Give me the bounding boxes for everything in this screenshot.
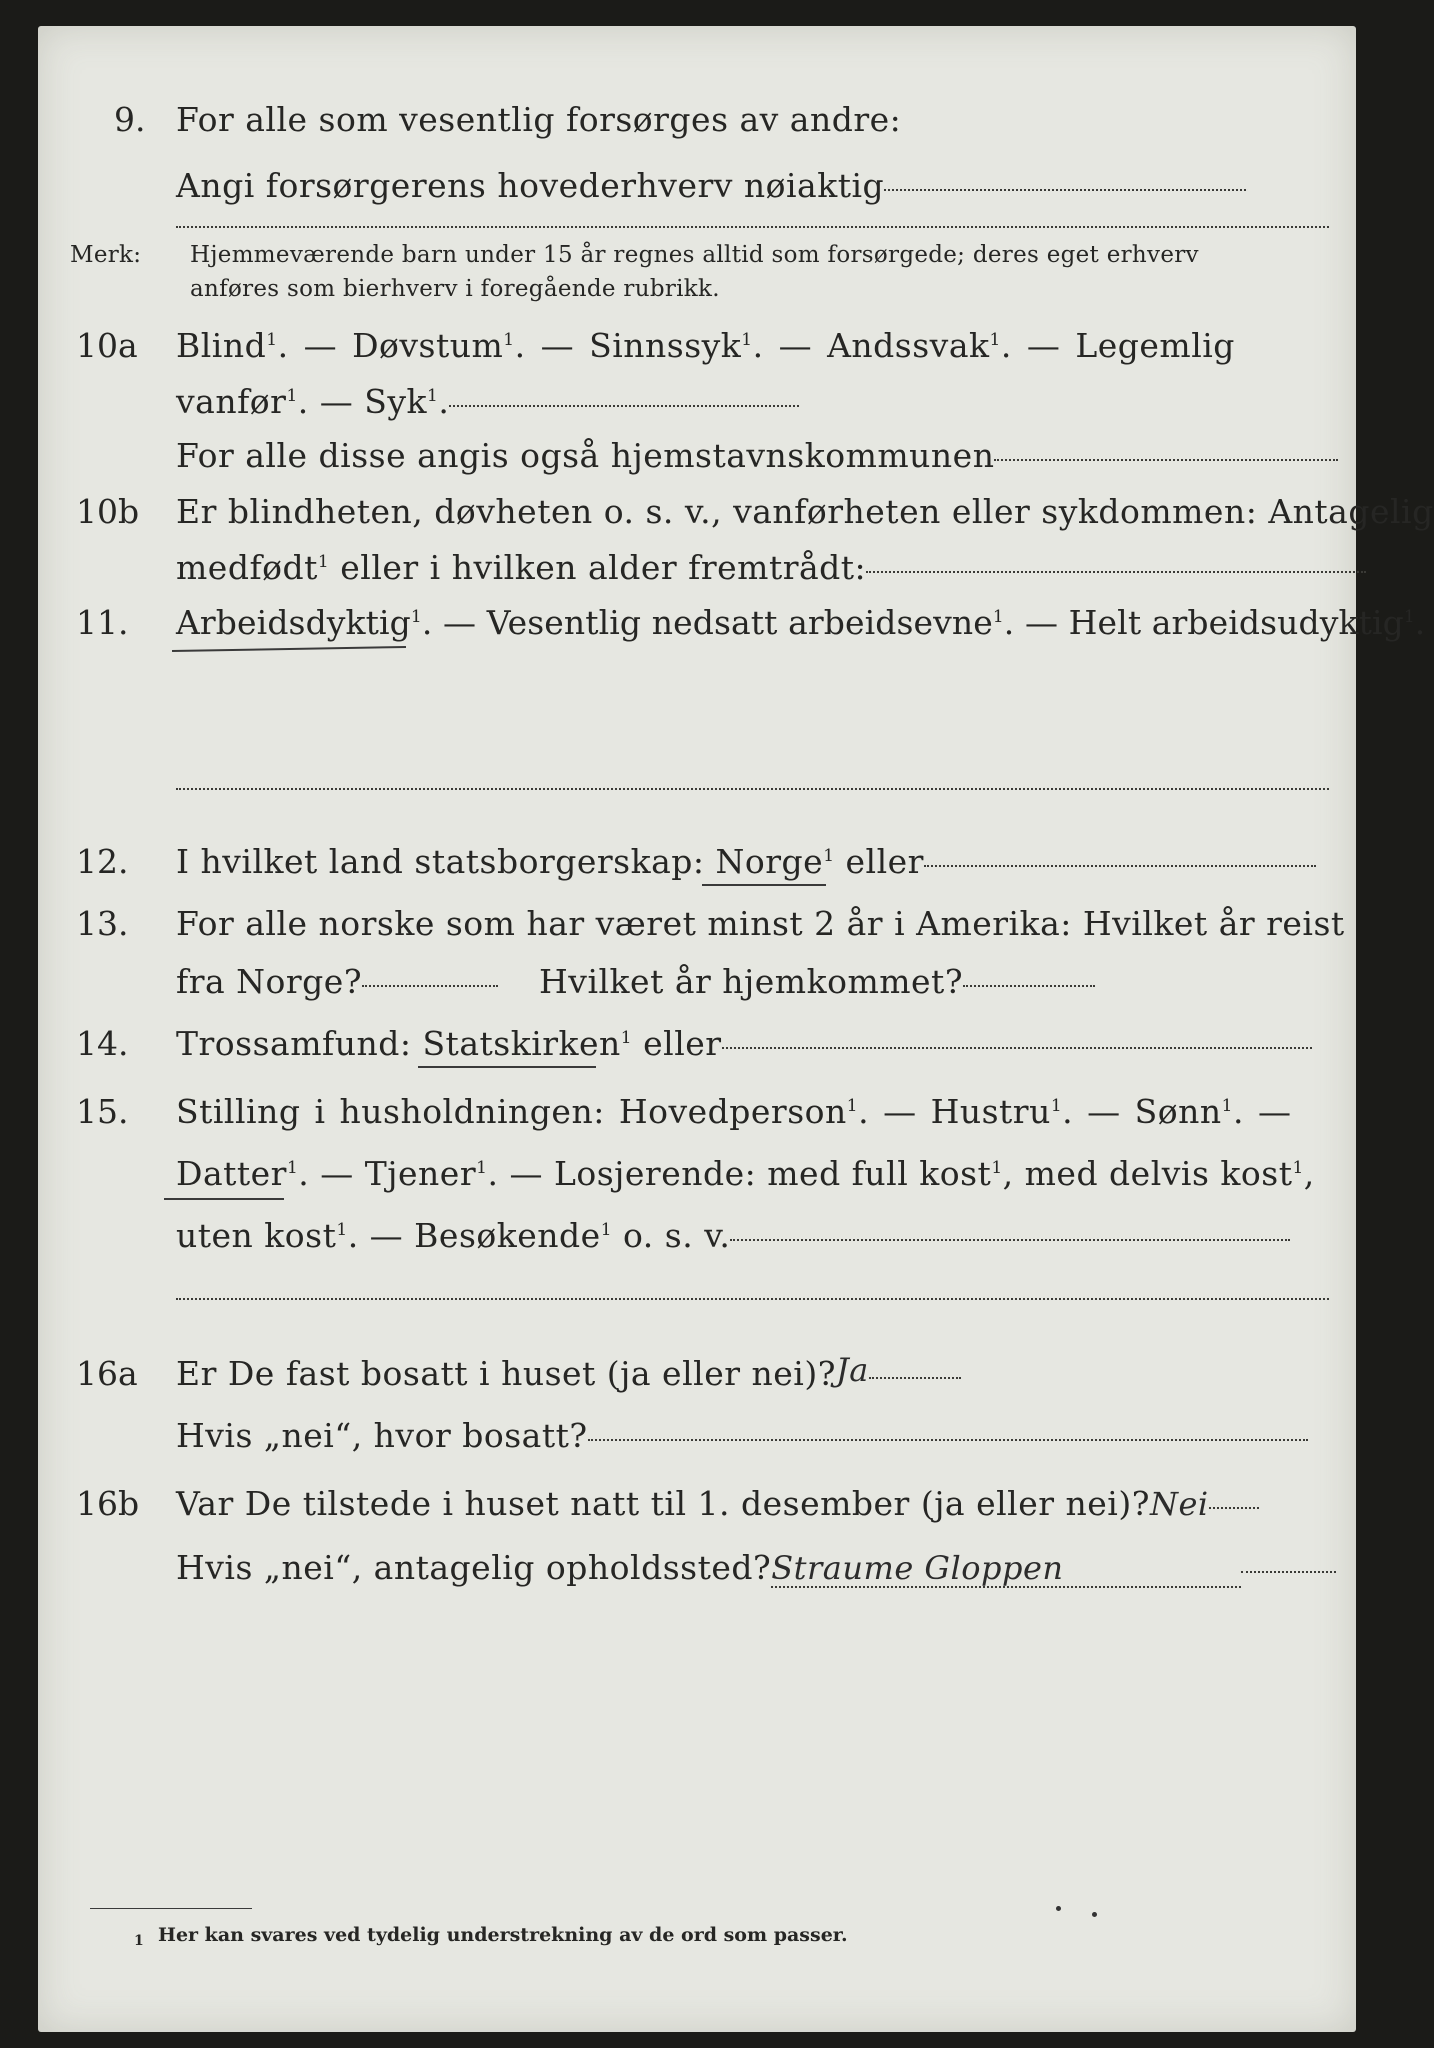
q16b-handwritten-location[interactable]: Straume Gloppen (771, 1550, 1241, 1588)
dash: — (778, 326, 813, 365)
option-statskirken[interactable]: Statskirken (422, 1024, 621, 1063)
q12-line (176, 842, 1316, 882)
option-norge[interactable]: Norge (715, 842, 824, 881)
q16a-line2 (176, 1416, 1308, 1456)
dash: — (1024, 603, 1059, 642)
option-delvis-kost[interactable]: med delvis kost (1024, 1154, 1293, 1193)
q14-number: 14. (76, 1024, 129, 1063)
option-uten-kost[interactable]: uten kost (176, 1216, 337, 1255)
q16a-question2: Hvis „nei“, hvor bosatt? (176, 1416, 588, 1455)
footnote-ref: 1 (823, 846, 835, 866)
footnote-ref: 1 (989, 330, 1001, 350)
footnote-ref: 1 (476, 1158, 488, 1178)
footnote-ref: 1 (336, 1220, 348, 1240)
q14-label: Trossamfund: (176, 1024, 412, 1063)
q16a-number: 16a (76, 1354, 138, 1393)
q16a-handwritten-answer[interactable]: Ja (835, 1351, 869, 1389)
option-blind[interactable]: Blind (176, 326, 267, 365)
note-label: Merk: (70, 242, 142, 268)
option-full-kost[interactable]: med full kost (767, 1154, 992, 1193)
q13-line1: For alle norske som har været minst 2 år i Amerika: Hvilket år reist (176, 904, 1345, 943)
q16b-question2: Hvis „nei“, antagelig opholdssted? (176, 1548, 772, 1587)
footnote-ref: 1 (992, 607, 1004, 627)
census-form-page (38, 26, 1434, 2032)
q9-line1: For alle som vesentlig forsørges av andre: (176, 100, 902, 139)
footnote-ref: 1 (286, 1158, 299, 1178)
q13-hjemkommet-line[interactable] (963, 985, 1095, 987)
footnote-ref: 1 (266, 330, 278, 350)
q10b-line1: Er blindheten, døvheten o. s. v., vanførheten eller sykdommen: Antagelig (176, 492, 1434, 531)
q12-text: I hvilket land statsborgerskap: (176, 842, 705, 881)
q10b-line2-text: eller i hvilken alder fremtrådt: (340, 548, 867, 587)
footnote-ref: 1 (286, 386, 298, 406)
option-datter[interactable]: Datter (176, 1154, 287, 1193)
q13-reist-line[interactable] (362, 985, 498, 987)
q9-answer-line[interactable] (884, 189, 1246, 191)
q10b-answer-line[interactable] (866, 571, 1366, 573)
q12-number: 12. (76, 842, 129, 881)
footnote-ref: 1 (503, 330, 515, 350)
q16b-line1 (176, 1484, 1259, 1524)
q14-line (176, 1024, 1312, 1064)
q16b-line2 (176, 1548, 1336, 1588)
dash: — (1257, 1092, 1292, 1131)
option-nedsatt[interactable]: Vesentlig nedsatt arbeidsevne (486, 603, 993, 642)
q11-extra-line[interactable] (176, 788, 1329, 790)
footnote-ref: 1 (427, 386, 439, 406)
q13-line2 (176, 962, 1095, 1002)
footnote-ref: 1 (1403, 607, 1415, 627)
q15-osv: o. s. v. (623, 1216, 731, 1255)
q15-line3: uten kost$^1$. — Besøkende$^1$ o. s. v. (176, 1216, 1290, 1256)
q14-eller: eller (643, 1024, 722, 1063)
q16b-handwritten-answer[interactable]: Nei (1149, 1485, 1209, 1523)
q13-number: 13. (76, 904, 129, 943)
footnote-rule (90, 1908, 252, 1909)
q9-line2 (176, 166, 1246, 206)
q15-answer-line[interactable] (730, 1239, 1290, 1241)
q10a-line3 (176, 436, 1338, 476)
option-andssvak[interactable]: Andssvak (827, 326, 990, 365)
option-dovstum[interactable]: Døvstum (352, 326, 504, 365)
option-udyktig[interactable]: Helt arbeidsudyktig (1068, 603, 1404, 642)
footnote-text: Her kan svares ved tydelig understrekning av de ord som passer. (158, 1924, 848, 1946)
q9-line2-text: Angi forsørgerens hovederhverv nøiaktig (176, 166, 885, 205)
handwritten-underline-statskirken (418, 1066, 596, 1068)
q16b-location-line[interactable] (1241, 1571, 1336, 1573)
footnote-ref: 1 (600, 1220, 613, 1240)
q13-text-hjemkommet: Hvilket år hjemkommet? (539, 962, 964, 1001)
option-hovedperson[interactable]: Hovedperson (618, 1092, 847, 1131)
q10b-line2 (176, 548, 1366, 588)
dash: — (369, 1216, 404, 1255)
footnote-ref: 1 (1292, 1158, 1304, 1178)
option-losjerende: Losjerende: (553, 1154, 757, 1193)
q16b-question: Var De tilstede i huset natt til 1. desember (ja eller nei)? (176, 1484, 1150, 1523)
dash: — (319, 382, 354, 421)
option-legemlig[interactable]: Legemlig (1075, 326, 1235, 365)
footnote-ref: 1 (741, 330, 753, 350)
option-besokende[interactable]: Besøkende (414, 1216, 601, 1255)
speck (1092, 1912, 1097, 1917)
q10a-line1: Blind$^1$. — Døvstum$^1$. — Sinnssyk$^1$. — Andssvak$^1$. — Legemlig (176, 326, 1235, 365)
q14-answer-line[interactable] (722, 1047, 1312, 1049)
q10a-line3-text: For alle disse angis også hjemstavnskommunen (176, 436, 995, 475)
dash: — (1087, 1092, 1121, 1131)
dash: — (883, 1092, 917, 1131)
option-syk[interactable]: Syk (364, 382, 427, 421)
q10a-hometown-line[interactable] (994, 459, 1338, 461)
handwritten-underline-datter (164, 1198, 284, 1200)
q10b-number: 10b (76, 492, 140, 531)
q15-line1: Stilling i husholdningen: Hovedperson$^1$. — Hustru$^1$. — Sønn$^1$. — (176, 1092, 1292, 1131)
q10a-line2: vanfør$^1$. — Syk$^1$. (176, 382, 799, 422)
q15-extra-line[interactable] (176, 1298, 1329, 1300)
option-sinnssyk[interactable]: Sinnssyk (589, 326, 742, 365)
dash: — (320, 1154, 354, 1193)
handwritten-underline-arbeidsdyktig (172, 646, 406, 652)
option-medfodt[interactable]: medfødt (176, 548, 318, 587)
q10a-syk-line[interactable] (449, 405, 799, 407)
footnote-ref: 1 (1221, 1096, 1233, 1116)
q16b-number: 16b (76, 1484, 140, 1523)
dash: — (303, 326, 338, 365)
note-line1: Hjemmeværende barn under 15 år regnes alltid som forsørgede; deres eget erhverv (190, 242, 1199, 268)
q15-line2: Datter$^1$. — Tjener$^1$. — Losjerende: med full kost$^1$, med delvis kost$^1$, (176, 1154, 1315, 1193)
dash: — (443, 603, 477, 642)
q16a-bosatt-line[interactable] (588, 1439, 1308, 1441)
q15-label: Stilling i husholdningen: (176, 1092, 605, 1131)
q12-answer-line[interactable] (924, 865, 1316, 867)
q13-text-reist: fra Norge? (176, 962, 363, 1001)
q11-line: Arbeidsdyktig$^1$. — Vesentlig nedsatt arbeidsevne$^1$. — Helt arbeidsudyktig$^1$. (176, 603, 1426, 642)
q15-number: 15. (76, 1092, 129, 1131)
footnote-ref: 1 (410, 607, 422, 627)
option-arbeidsdyktig[interactable]: Arbeidsdyktig (176, 603, 411, 642)
q16a-answer-line[interactable] (869, 1377, 961, 1379)
q10a-number: 10a (76, 326, 138, 365)
option-hustru[interactable]: Hustru (930, 1092, 1051, 1131)
speck (1056, 1906, 1061, 1911)
dash: — (540, 326, 575, 365)
q12-eller: eller (845, 842, 924, 881)
dash: — (1026, 326, 1061, 365)
footnote-ref: 1 (620, 1028, 633, 1048)
footnote-mark: 1 (134, 1933, 144, 1949)
q16a-question: Er De fast bosatt i huset (ja eller nei)? (176, 1354, 836, 1393)
dash: — (509, 1154, 543, 1193)
q11-number: 11. (76, 603, 129, 642)
q9-number: 9. (114, 100, 146, 139)
q9-extra-line[interactable] (176, 226, 1329, 228)
q16b-answer-line[interactable] (1209, 1507, 1259, 1509)
footnote-ref: 1 (991, 1158, 1003, 1178)
footnote-ref: 1 (846, 1096, 859, 1116)
handwritten-underline-norge (702, 884, 826, 886)
option-sonn[interactable]: Sønn (1134, 1092, 1222, 1131)
option-vanfor[interactable]: vanfør (176, 382, 287, 421)
option-tjener[interactable]: Tjener (364, 1154, 477, 1193)
footnote-ref: 1 (317, 552, 330, 572)
footnote-ref: 1 (1050, 1096, 1063, 1116)
q16a-line1 (176, 1351, 961, 1394)
note-line2: anføres som bierhverv i foregående rubrikk. (190, 276, 720, 302)
